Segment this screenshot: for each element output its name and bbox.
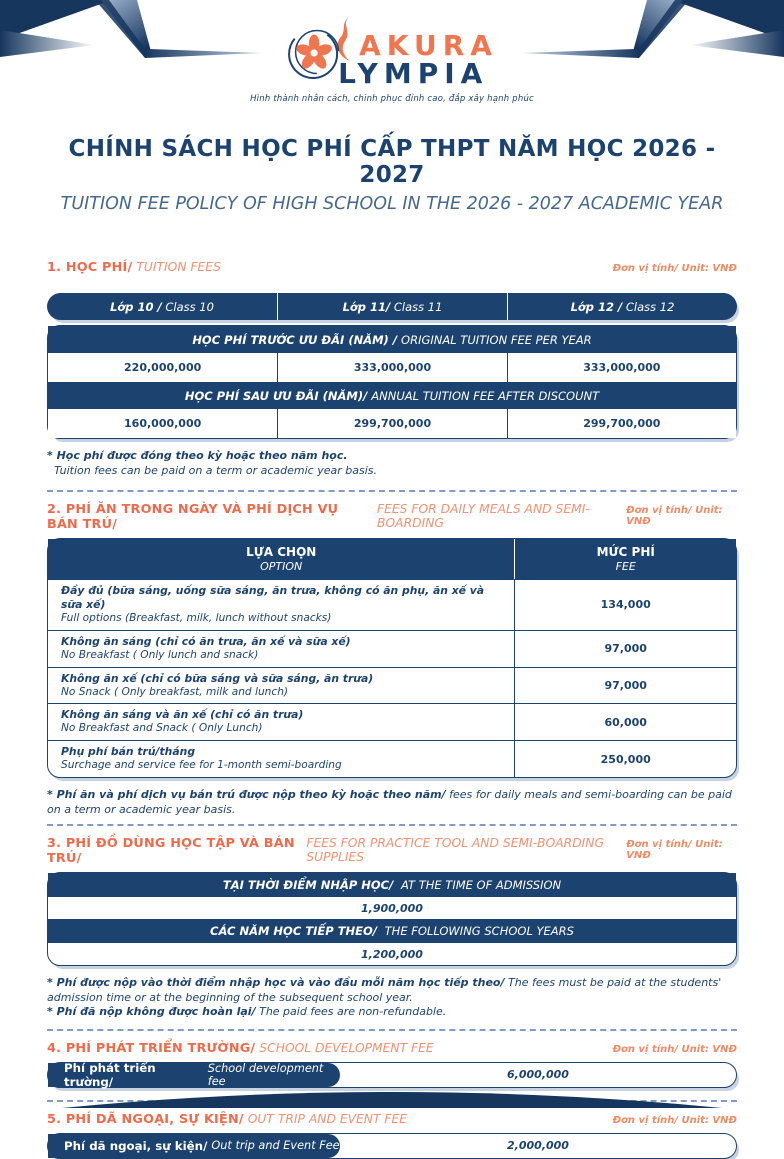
event-fee-label-vi: Phí dã ngoại, sự kiện/ [64,1138,208,1153]
section-4-title-vi: 4. PHÍ PHÁT TRIỂN TRƯỜNG/ [47,1040,256,1056]
unit-label: Đơn vị tính/ Unit: VNĐ [626,839,723,862]
class-12-vi: Lớp 12 / [570,299,623,314]
original-fee-band [48,326,736,353]
original-fee-class11: 333,000,000 [277,353,506,382]
option-fee: 134,000 [514,580,736,630]
section-2-note [47,788,737,817]
section-1-title-vi: 1. HỌC PHÍ/ [47,260,133,275]
admission-band [48,873,736,897]
option-fee: 250,000 [514,741,736,777]
section-2-note-vi: * Phí ăn và phí dịch vụ bán trú được nộp theo kỳ hoặc theo năm/ [47,788,446,802]
note-vi: * Phí đã nộp không được hoàn lại/ [47,1005,256,1019]
option-en: No Snack ( Only breakfast, milk and lunch) [61,685,289,698]
section-4-header [47,1041,737,1056]
option-en: Full options (Breakfast, milk, lunch without snacks) [61,612,332,625]
document-title-en: TUITION FEE POLICY OF HIGH SCHOOL IN THE 2026 - 2027 ACADEMIC YEAR [60,194,724,214]
section-3-title-vi: 3. PHÍ ĐỒ DÙNG HỌC TẬP VÀ BÁN TRÚ/ [47,836,295,867]
footer-decoration [0,1088,784,1108]
option-column-header [48,539,514,579]
original-fee-class10: 220,000,000 [124,361,202,374]
header [0,0,784,122]
section-divider [47,1029,737,1031]
development-fee-value: 6,000,000 [507,1068,569,1082]
original-fee-class12: 333,000,000 [507,353,736,382]
section-1-title-en: TUITION FEES [136,260,221,274]
event-fee-row [47,1133,737,1159]
option-en: No Breakfast ( Only lunch and snack) [61,648,259,661]
following-years-band [48,919,736,943]
option-fee: 97,000 [514,668,736,704]
tuition-class-header-row [47,293,737,320]
option-vi: Phụ phí bán trú/tháng [61,745,196,759]
following-years-band-vi: CÁC NĂM HỌC TIẾP THEO/ [210,924,377,939]
admission-band-en: AT THE TIME OF ADMISSION [400,878,562,893]
discounted-fee-class12: 299,700,000 [507,409,736,438]
section-3-note-2 [47,1005,737,1020]
section-2-header [47,502,737,532]
brand-name-bottom: LYMPIA [338,57,489,90]
section-4-title-en: SCHOOL DEVELOPMENT FEE [259,1040,434,1055]
development-fee-label [48,1060,340,1089]
option-vi: Không ăn sáng và ăn xế (chỉ có ăn trưa) [61,708,304,722]
class-12-en: Class 12 [625,299,675,314]
document-title-vi: CHÍNH SÁCH HỌC PHÍ CẤP THPT NĂM HỌC 2026 - 2027 [68,136,716,188]
tuition-table [47,325,737,439]
table-row [48,740,736,777]
original-fee-values-row [48,353,736,382]
original-fee-band-vi: HỌC PHÍ TRƯỚC ƯU ĐÃI (NĂM) / [192,332,398,347]
event-fee-label-en: Out trip and Event Fee [211,1139,340,1153]
class-11-en: Class 11 [393,299,443,314]
development-fee-row [47,1062,737,1088]
class-11-vi: Lớp 11/ [342,299,391,314]
note-en: The paid fees are non-refundable. [255,1005,447,1019]
option-fee: 60,000 [514,704,736,740]
section-divider [47,824,737,826]
supplies-table [47,872,737,966]
class-10-header [47,293,277,320]
note-en: The fees must be paid at the students' admission time or at the beginning of the subsequent school year. [47,976,722,1004]
option-en: Surchage and service fee for 1-month semi-boarding [61,759,342,772]
option-fee: 97,000 [514,631,736,667]
note-vi: * Phí được nộp vào thời điểm nhập học và vào đầu mỗi năm học tiếp theo/ [47,976,505,990]
option-en: No Breakfast and Snack ( Only Lunch) [61,722,263,735]
admission-fee-value: 1,900,000 [361,901,423,915]
fee-column-header [514,539,736,579]
school-tagline: Hình thành nhân cách, chinh phục đỉnh cao, đắp xây hạnh phúc [250,94,534,104]
unit-label: Đơn vị tính/ Unit: VNĐ [612,263,737,274]
table-row [48,703,736,740]
discounted-fee-values-row [48,409,736,438]
class-11-header [277,293,507,320]
sakura-flower-icon [286,21,344,83]
section-5-header [47,1112,737,1127]
discounted-fee-band [48,382,736,409]
discounted-fee-band-en: ANNUAL TUITION FEE AFTER DISCOUNT [371,388,600,403]
discounted-fee-class11: 299,700,000 [277,409,506,438]
section-3-header [47,836,737,866]
option-vi: Không ăn xế (chỉ có bữa sáng và sữa sáng, ăn trưa) [61,671,374,685]
fee-header-en: FEE [615,559,636,573]
class-10-en: Class 10 [165,299,214,314]
class-10-vi: Lớp 10 / [110,299,162,314]
section-1-header [47,260,737,275]
unit-label: Đơn vị tính/ Unit: VNĐ [626,505,723,528]
section-2-note-en: fees for daily meals and semi-boarding can be paid on a term or academic year basis. [47,788,732,816]
unit-label: Đơn vị tính/ Unit: VNĐ [612,1114,737,1126]
section-3-notes [47,976,737,1020]
admission-band-vi: TẠI THỜI ĐIỂM NHẬP HỌC/ [222,878,394,893]
development-fee-label-vi: Phí phát triển trường/ [64,1060,156,1089]
table-row [48,630,736,667]
section-2-title-en: FEES FOR DAILY MEALS AND SEMI-BOARDING [377,502,590,531]
section-3-note-1 [47,976,737,1005]
fee-header-vi: MỨC PHÍ [596,544,655,559]
section-5-title-vi: 5. PHÍ DÃ NGOẠI, SỰ KIỆN/ [47,1111,244,1127]
option-header-en: OPTION [260,559,303,573]
brand-name-top: AKURA [359,29,498,62]
section-1-note-en: Tuition fees can be paid on a term or academic year basis. [54,463,377,477]
section-2-title-vi: 2. PHÍ ĂN TRONG NGÀY VÀ PHÍ DỊCH VỤ BÁN TRÚ/ [47,502,339,533]
section-divider [47,490,737,492]
discounted-fee-class10: 160,000,000 [124,417,202,430]
following-years-band-en: THE FOLLOWING SCHOOL YEARS [384,924,574,939]
meals-table-header [48,539,736,579]
section-1-note [47,449,737,478]
meals-table [47,538,737,778]
section-3-title-en: FEES FOR PRACTICE TOOL AND SEMI-BOARDING SUPPLIES [306,836,605,865]
event-fee-value: 2,000,000 [507,1139,569,1153]
development-fee-label-en: School development fee [207,1061,324,1088]
following-years-fee-value: 1,200,000 [361,947,423,961]
option-header-vi: LỰA CHỌN [246,544,317,559]
original-fee-band-en: ORIGINAL TUITION FEE PER YEAR [401,332,592,347]
school-logo [250,16,534,104]
class-12-header [507,293,737,320]
section-5-title-en: OUT TRIP AND EVENT FEE [247,1111,408,1126]
unit-label: Đơn vị tính/ Unit: VNĐ [612,1043,737,1055]
event-fee-label [48,1134,340,1158]
option-vi: Đầy đủ (bữa sáng, uống sữa sáng, ăn trưa, không có ăn phụ, ăn xế và sữa xế) [61,584,485,612]
option-vi: Không ăn sáng (chỉ có ăn trưa, ăn xế và sữa xế) [61,634,351,648]
table-row [48,579,736,630]
section-1-note-vi: * Học phí được đóng theo kỳ hoặc theo năm học. [47,449,348,462]
discounted-fee-band-vi: HỌC PHÍ SAU ƯU ĐÃI (NĂM)/ [184,388,368,403]
table-row [48,667,736,704]
